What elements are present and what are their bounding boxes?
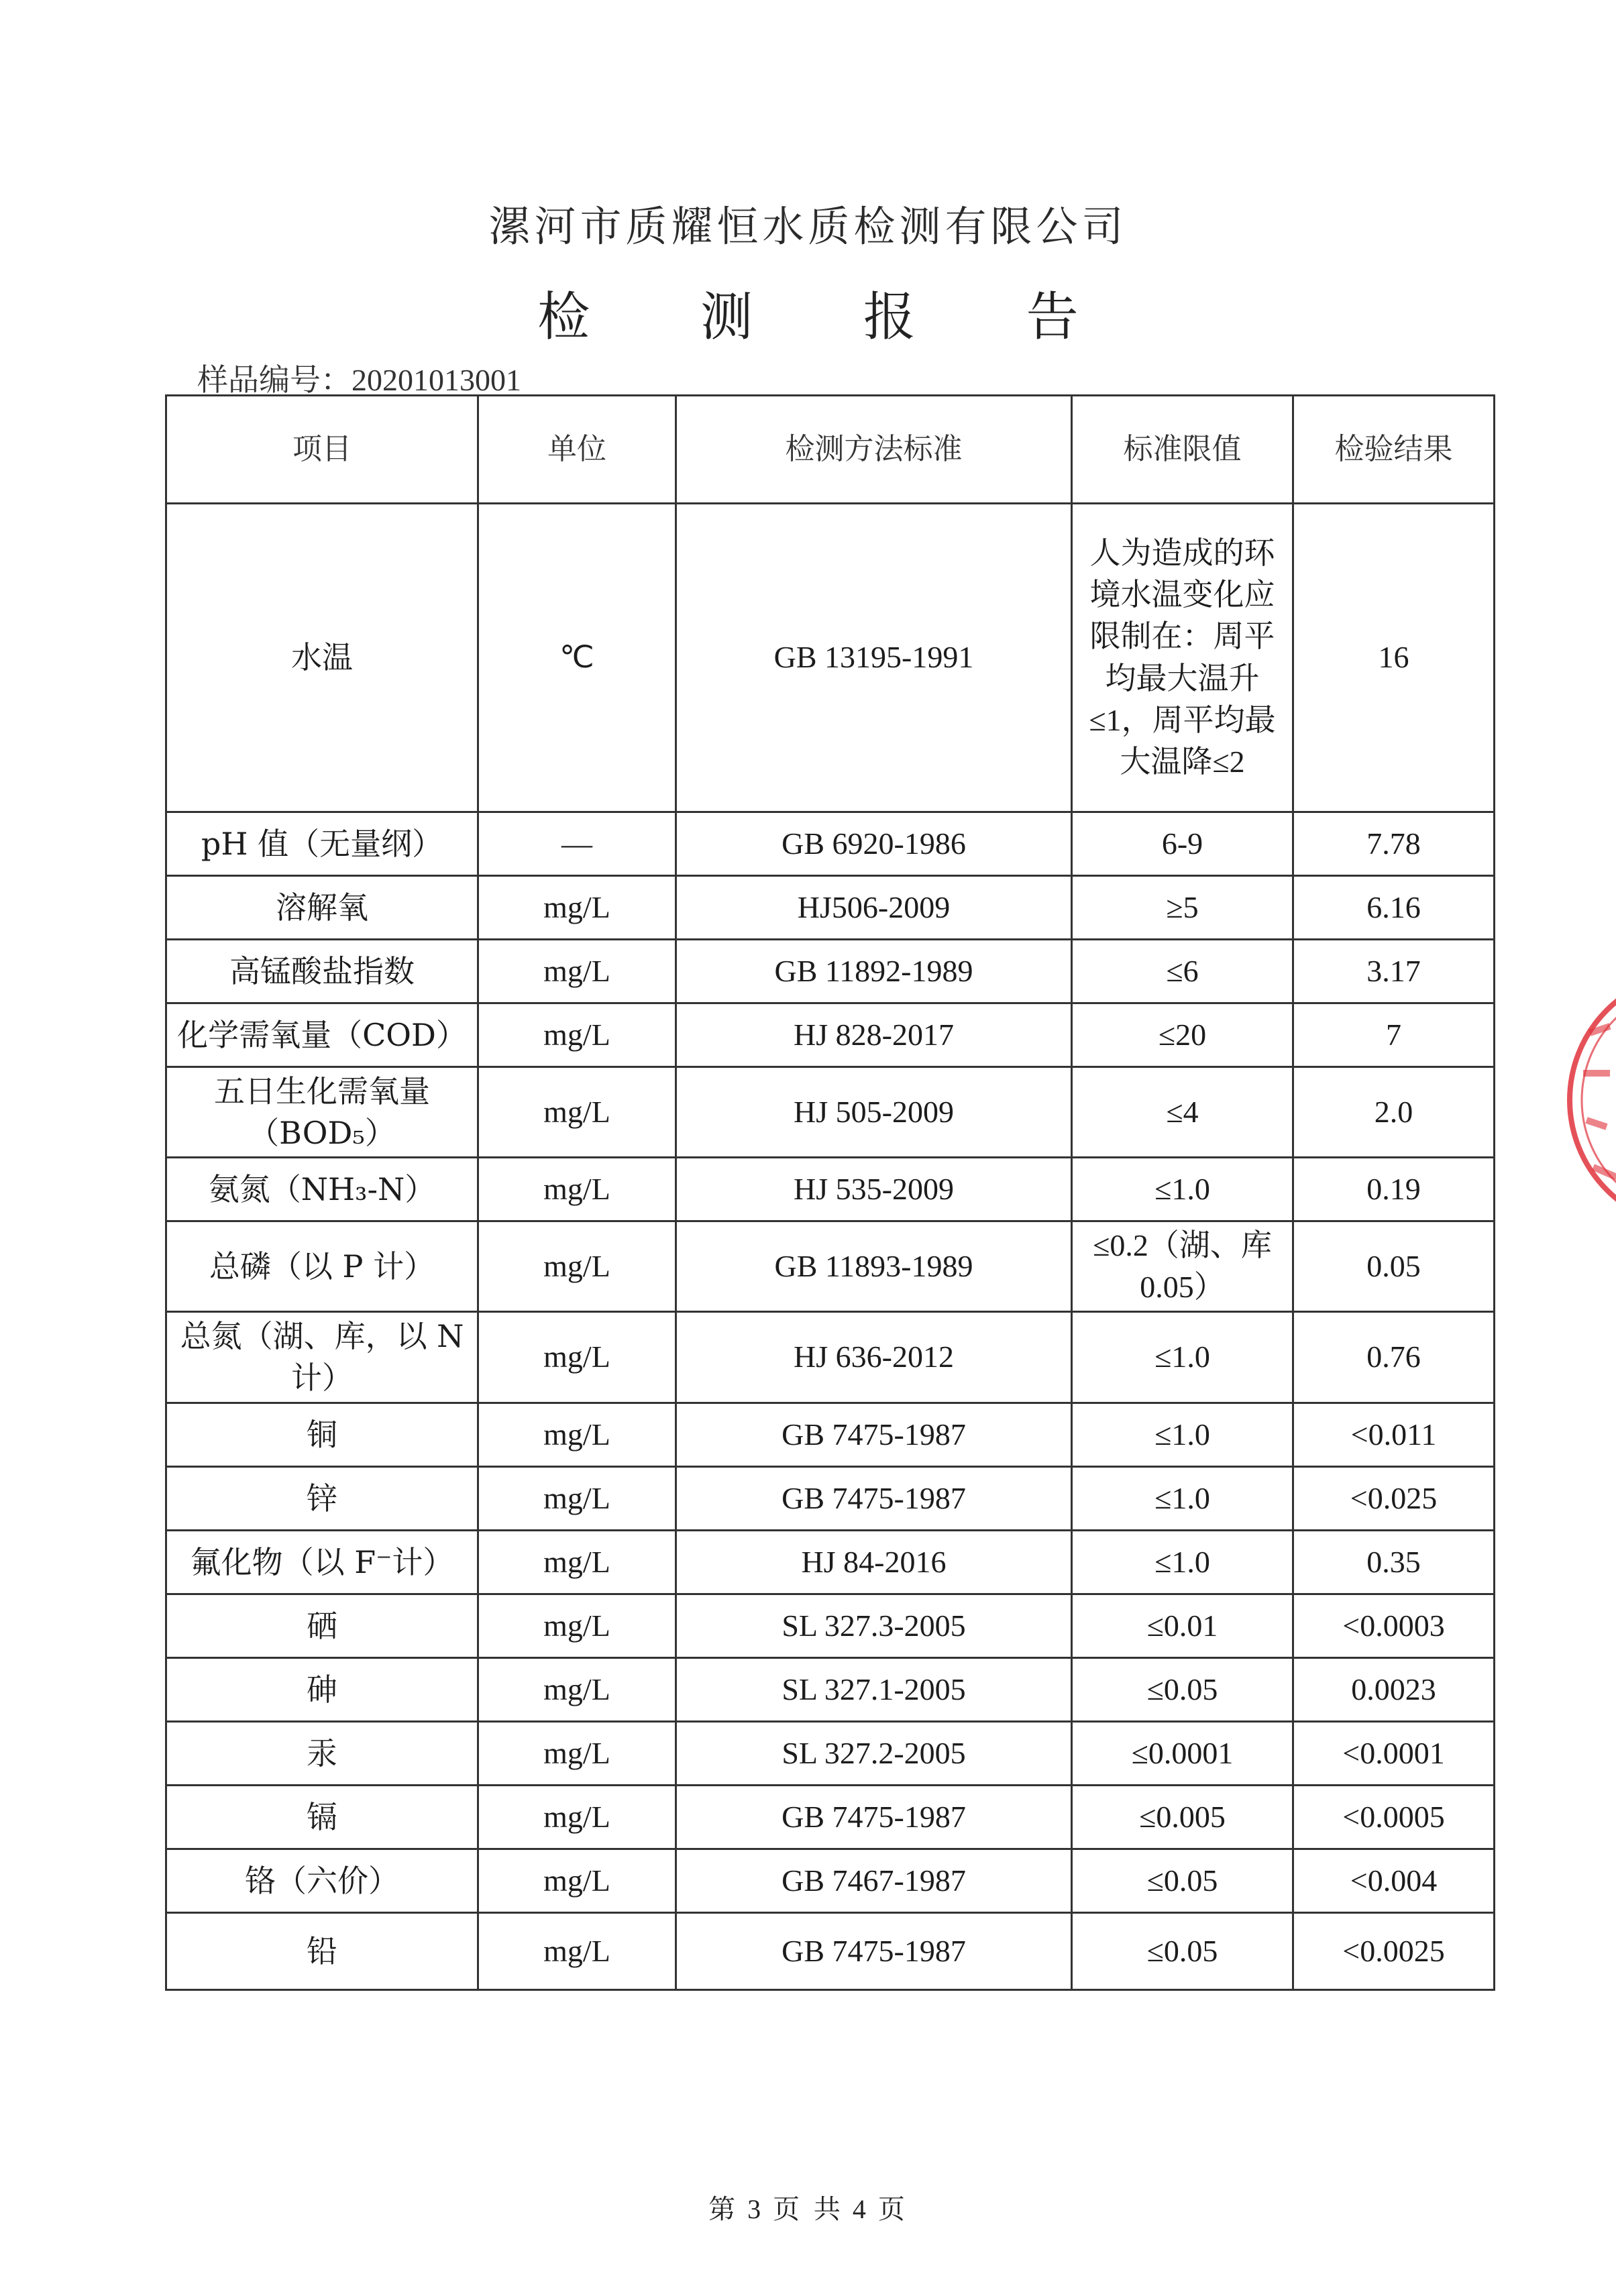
cell-unit: mg/L: [478, 1785, 676, 1849]
report-title: 检 测 报 告: [537, 287, 1126, 347]
cell-limit: ≥5: [1072, 876, 1293, 940]
cell-method: GB 11893-1989: [676, 1221, 1072, 1312]
table-row: [166, 812, 1495, 876]
table-row: [166, 1594, 1495, 1657]
cell-unit: mg/L: [478, 1466, 676, 1530]
cell-result: 7: [1293, 1003, 1495, 1067]
cell-limit: 6-9: [1072, 812, 1293, 876]
cell-result: 6.16: [1293, 876, 1495, 940]
table-row: [166, 1849, 1495, 1912]
cell-method: GB 7475-1987: [676, 1785, 1072, 1849]
cell-result: <0.0003: [1293, 1594, 1495, 1657]
table-row: [166, 1003, 1495, 1067]
table-row: [166, 1721, 1495, 1785]
cell-method: HJ 828-2017: [676, 1003, 1072, 1067]
cell-unit: mg/L: [478, 940, 676, 1003]
table-row: [166, 1067, 1495, 1158]
cell-item: pH 值（无量纲）: [166, 812, 478, 876]
table-row: [166, 1912, 1495, 1989]
table-row: [166, 1657, 1495, 1721]
column-header: 项目: [166, 396, 478, 504]
cell-result: <0.004: [1293, 1849, 1495, 1912]
cell-limit: 人为造成的环境水温变化应限制在：周平均最大温升≤1，周平均最大温降≤2: [1072, 504, 1293, 812]
cell-limit: ≤0.2（湖、库0.05）: [1072, 1221, 1293, 1312]
cell-method: SL 327.1-2005: [676, 1657, 1072, 1721]
cell-method: GB 13195-1991: [676, 504, 1072, 812]
cell-unit: ℃: [478, 504, 676, 812]
cell-result: 7.78: [1293, 812, 1495, 876]
cell-item: 高锰酸盐指数: [166, 940, 478, 1003]
results-table: [165, 394, 1495, 1991]
table-row: [166, 1158, 1495, 1221]
cell-result: 0.35: [1293, 1530, 1495, 1594]
cell-result: 0.05: [1293, 1221, 1495, 1312]
cell-limit: ≤0.01: [1072, 1594, 1293, 1657]
table-row: [166, 1466, 1495, 1530]
cell-limit: ≤1.0: [1072, 1530, 1293, 1594]
cell-unit: mg/L: [478, 1403, 676, 1466]
table-row: [166, 1530, 1495, 1594]
cell-method: HJ 636-2012: [676, 1312, 1072, 1403]
page-footer: [0, 2188, 1616, 2226]
cell-limit: ≤0.05: [1072, 1657, 1293, 1721]
cell-result: 0.76: [1293, 1312, 1495, 1403]
cell-method: HJ 535-2009: [676, 1158, 1072, 1221]
cell-item: 镉: [166, 1785, 478, 1849]
cell-method: SL 327.3-2005: [676, 1594, 1072, 1657]
cell-unit: —: [478, 812, 676, 876]
table-row: [166, 1785, 1495, 1849]
cell-limit: ≤0.0001: [1072, 1721, 1293, 1785]
column-header: 单位: [478, 396, 676, 504]
cell-limit: ≤1.0: [1072, 1403, 1293, 1466]
cell-result: 2.0: [1293, 1067, 1495, 1158]
cell-unit: mg/L: [478, 876, 676, 940]
sample-value: 20201013001: [352, 363, 521, 397]
sample-number: [197, 356, 521, 400]
cell-limit: ≤0.05: [1072, 1849, 1293, 1912]
table-row: [166, 876, 1495, 940]
cell-result: 16: [1293, 504, 1495, 812]
cell-limit: ≤1.0: [1072, 1158, 1293, 1221]
cell-result: <0.011: [1293, 1403, 1495, 1466]
table-header-row: [166, 396, 1495, 504]
footer-post: 页: [877, 2194, 908, 2225]
cell-limit: ≤4: [1072, 1067, 1293, 1158]
column-header: 检验结果: [1293, 396, 1495, 504]
cell-method: GB 6920-1986: [676, 812, 1072, 876]
cell-item: 总磷（以 P 计）: [166, 1221, 478, 1312]
cell-item: 铜: [166, 1403, 478, 1466]
cell-result: 0.0023: [1293, 1657, 1495, 1721]
cell-result: <0.0005: [1293, 1785, 1495, 1849]
company-name: 漯河市质耀恒水质检测有限公司: [488, 202, 1128, 251]
cell-limit: ≤0.005: [1072, 1785, 1293, 1849]
cell-limit: ≤6: [1072, 940, 1293, 1003]
cell-limit: ≤0.05: [1072, 1912, 1293, 1989]
cell-unit: mg/L: [478, 1912, 676, 1989]
cell-method: HJ 505-2009: [676, 1067, 1072, 1158]
cell-method: HJ 84-2016: [676, 1530, 1072, 1594]
table-row: [166, 940, 1495, 1003]
cell-unit: mg/L: [478, 1158, 676, 1221]
cell-method: GB 7467-1987: [676, 1849, 1072, 1912]
cell-unit: mg/L: [478, 1003, 676, 1067]
cell-result: <0.025: [1293, 1466, 1495, 1530]
footer-page: 3: [747, 2194, 764, 2224]
footer-mid: 页 共: [773, 2194, 843, 2225]
table-row: [166, 1312, 1495, 1403]
cell-method: HJ506-2009: [676, 876, 1072, 940]
cell-item: 五日生化需氧量（BOD₅）: [166, 1067, 478, 1158]
cell-item: 铅: [166, 1912, 478, 1989]
cell-item: 砷: [166, 1657, 478, 1721]
cell-method: GB 7475-1987: [676, 1912, 1072, 1989]
cell-limit: ≤20: [1072, 1003, 1293, 1067]
column-header: 检测方法标准: [676, 396, 1072, 504]
cell-result: <0.0001: [1293, 1721, 1495, 1785]
footer-pre: 第: [708, 2194, 739, 2225]
table-row: [166, 1221, 1495, 1312]
cell-item: 铬（六价）: [166, 1849, 478, 1912]
cell-unit: mg/L: [478, 1721, 676, 1785]
cell-unit: mg/L: [478, 1221, 676, 1312]
cell-method: GB 7475-1987: [676, 1466, 1072, 1530]
cell-item: 氟化物（以 F⁻计）: [166, 1530, 478, 1594]
cell-unit: mg/L: [478, 1530, 676, 1594]
cell-item: 硒: [166, 1594, 478, 1657]
cell-result: 0.19: [1293, 1158, 1495, 1221]
table-row: [166, 504, 1495, 812]
official-stamp: [1563, 952, 1616, 1248]
footer-total: 4: [852, 2194, 869, 2224]
cell-result: <0.0025: [1293, 1912, 1495, 1989]
cell-unit: mg/L: [478, 1312, 676, 1403]
column-header: 标准限值: [1072, 396, 1293, 504]
cell-item: 溶解氧: [166, 876, 478, 940]
cell-unit: mg/L: [478, 1849, 676, 1912]
cell-unit: mg/L: [478, 1657, 676, 1721]
cell-method: GB 11892-1989: [676, 940, 1072, 1003]
cell-method: GB 7475-1987: [676, 1403, 1072, 1466]
cell-item: 总氮（湖、库，以 N 计）: [166, 1312, 478, 1403]
sample-label: 样品编号：: [197, 362, 352, 398]
cell-item: 氨氮（NH₃-N）: [166, 1158, 478, 1221]
cell-unit: mg/L: [478, 1067, 676, 1158]
cell-method: SL 327.2-2005: [676, 1721, 1072, 1785]
cell-item: 汞: [166, 1721, 478, 1785]
table-row: [166, 1403, 1495, 1466]
cell-result: 3.17: [1293, 940, 1495, 1003]
cell-item: 锌: [166, 1466, 478, 1530]
cell-item: 水温: [166, 504, 478, 812]
cell-limit: ≤1.0: [1072, 1312, 1293, 1403]
cell-unit: mg/L: [478, 1594, 676, 1657]
cell-limit: ≤1.0: [1072, 1466, 1293, 1530]
cell-item: 化学需氧量（COD）: [166, 1003, 478, 1067]
